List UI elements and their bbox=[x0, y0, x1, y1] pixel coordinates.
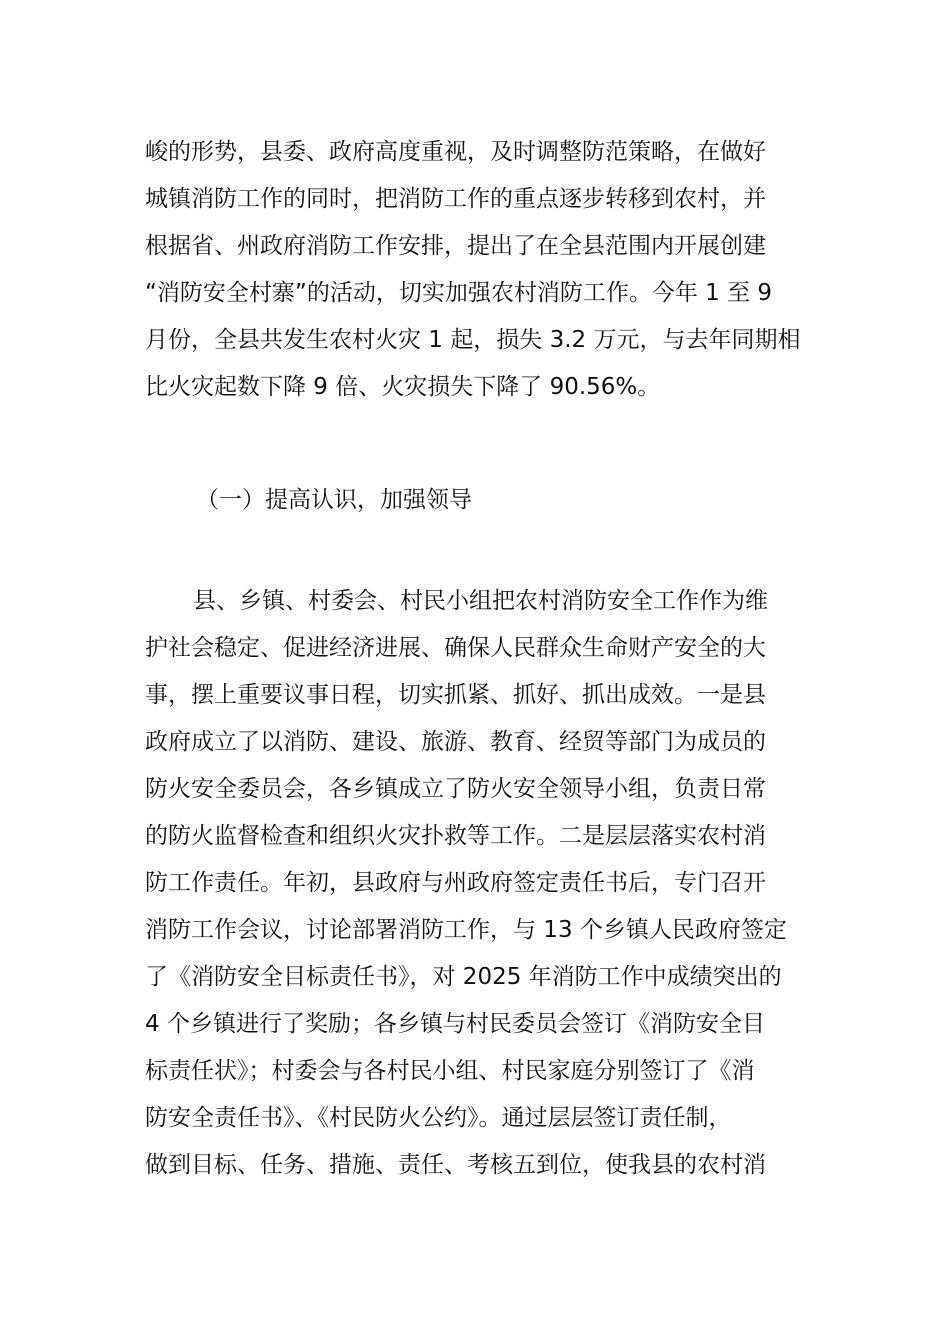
text-line: 比火灾起数下降 9 倍、火灾损失下降了 90.56%。 bbox=[145, 374, 661, 400]
text-line: 的防火监督检查和组织火灾扑救等工作。二是层层落实农村消 bbox=[145, 823, 766, 849]
text-line: 防火安全委员会，各乡镇成立了防火安全领导小组，负责日常 bbox=[145, 776, 766, 802]
text-line: 标责任状》；村委会与各村民小组、村民家庭分别签订了《消 bbox=[145, 1058, 755, 1084]
text-line: 事，摆上重要议事日程，切实抓紧、抓好、抓出成效。一是县 bbox=[145, 682, 766, 708]
text-line: 防安全责任书》、《村民防火公约》。通过层层签订责任制， bbox=[145, 1105, 732, 1131]
text-line: 做到目标、任务、措施、责任、考核五到位，使我县的农村消 bbox=[145, 1152, 766, 1178]
text-line: 城镇消防工作的同时，把消防工作的重点逐步转移到农村，并 bbox=[145, 186, 766, 212]
text-line: 月份，全县共发生农村火灾 1 起，损失 3.2 万元，与去年同期相 bbox=[145, 327, 801, 353]
text-line: 护社会稳定、促进经济进展、确保人民群众生命财产安全的大 bbox=[145, 635, 766, 661]
body-paragraph-1 bbox=[145, 129, 805, 411]
section-heading: （一）提高认识，加强领导 bbox=[196, 487, 472, 513]
text-line: 防工作责任。年初，县政府与州政府签定责任书后，专门召开 bbox=[145, 870, 766, 896]
text-line: 根据省、州政府消防工作安排，提出了在全县范围内开展创建 bbox=[145, 233, 766, 259]
body-paragraph-2 bbox=[145, 578, 805, 1189]
text-line: “消防安全村寨”的活动，切实加强农村消防工作。今年 1 至 9 bbox=[145, 280, 773, 306]
text-line: 了《消防安全目标责任书》，对 2025 年消防工作中成绩突出的 bbox=[145, 964, 782, 990]
text-line: 消防工作会议，讨论部署消防工作，与 13 个乡镇人民政府签定 bbox=[145, 917, 787, 943]
text-line: 4 个乡镇进行了奖励；各乡镇与村民委员会签订《消防安全目 bbox=[145, 1011, 765, 1037]
text-line: 峻的形势，县委、政府高度重视，及时调整防范策略，在做好 bbox=[145, 139, 766, 165]
text-line: 政府成立了以消防、建设、旅游、教育、经贸等部门为成员的 bbox=[145, 729, 766, 755]
text-line: 县、乡镇、村委会、村民小组把农村消防安全工作作为维 bbox=[193, 588, 768, 614]
